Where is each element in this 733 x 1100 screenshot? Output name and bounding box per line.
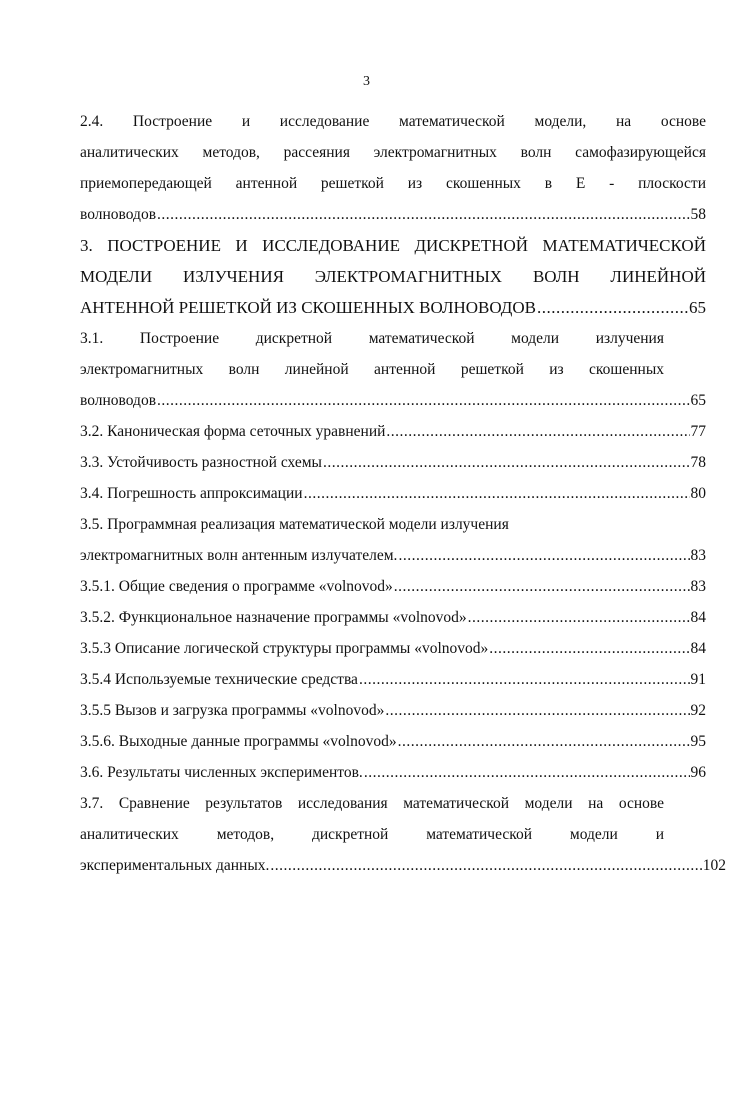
toc-line-last [80, 757, 706, 788]
toc-entry-text: 3.6. Результаты численных экспериментов. [80, 764, 363, 781]
toc-entry-3-3 [80, 447, 706, 478]
dot-leader [489, 633, 689, 664]
dot-leader [385, 695, 689, 726]
toc-line-last [80, 850, 726, 881]
dot-leader [323, 447, 690, 478]
toc-line-last [80, 385, 706, 416]
toc-line-last [80, 633, 706, 664]
toc-line-last [80, 416, 706, 447]
toc-line: аналитических методов, дискретной математической модели и [80, 826, 664, 843]
dot-leader [394, 571, 690, 602]
toc-entry-3-5-2 [80, 602, 706, 633]
dot-leader [386, 416, 689, 447]
toc-entry-text: экспериментальных данных. [80, 857, 270, 874]
toc-entry-text: АНТЕННОЙ РЕШЕТКОЙ ИЗ СКОШЕННЫХ ВОЛНОВОДОВ [80, 298, 537, 317]
toc-line: 3.7. Сравнение результатов исследования математической модели на основе [80, 795, 664, 812]
toc-page-number: 95 [690, 733, 706, 750]
toc-entry-3-5-4 [80, 664, 706, 695]
toc-page-number: 102 [702, 857, 726, 874]
toc-entry-text: 3.5.1. Общие сведения о программе «volnovod» [80, 578, 393, 595]
toc-entry-3-6 [80, 757, 706, 788]
toc-line: 2.4. Построение и исследование математической модели, на основе [80, 113, 706, 130]
toc-line-last [80, 292, 706, 323]
dot-leader [359, 664, 690, 695]
toc-line: 3.1. Построение дискретной математической модели излучения [80, 330, 664, 347]
toc-entry-text: 3.4. Погрешность аппроксимации [80, 485, 303, 502]
toc-entry-text: 3.5.4 Используемые технические средства [80, 671, 358, 688]
toc-page-number: 78 [690, 454, 706, 471]
toc-line: электромагнитных волн линейной антенной решеткой из скошенных [80, 361, 664, 378]
dot-leader [304, 478, 690, 509]
toc-page-number: 84 [690, 640, 706, 657]
toc-entry-text: 3.5.3 Описание логической структуры программы «volnovod» [80, 640, 489, 657]
toc-line-last [80, 695, 706, 726]
toc-page-number: 96 [690, 764, 706, 781]
dot-leader [157, 385, 689, 416]
toc-page-number: 58 [690, 206, 706, 223]
toc-line-last [80, 478, 706, 509]
dot-leader [398, 726, 690, 757]
toc-line-last [80, 540, 706, 571]
toc-page-number: 91 [690, 671, 706, 688]
dot-leader [270, 850, 701, 881]
toc-entry-text: волноводов [80, 206, 157, 223]
toc-entry-text: 3.5.6. Выходные данные программы «volnovod» [80, 733, 397, 750]
toc-entry-3-5-1 [80, 571, 706, 602]
toc-line: аналитических методов, рассеяния электромагнитных волн самофазирующейся [80, 144, 706, 161]
toc-entry-text: 3.5.2. Функциональное назначение программы «volnovod» [80, 609, 467, 626]
page-number: 3 [363, 74, 370, 89]
toc-entry-3-2 [80, 416, 706, 447]
toc-line: 3.5. Программная реализация математической модели излучения [80, 516, 509, 533]
dot-leader [468, 602, 690, 633]
toc-page-number: 80 [690, 485, 706, 502]
toc-entry-3-heading [80, 230, 706, 323]
toc-line-last [80, 602, 706, 633]
dot-leader [157, 199, 689, 230]
toc-page-number: 83 [690, 578, 706, 595]
toc-page-number: 84 [690, 609, 706, 626]
toc-entry-2-4 [80, 106, 706, 230]
toc-entry-3-5-5 [80, 695, 706, 726]
toc-line: МОДЕЛИ ИЗЛУЧЕНИЯ ЭЛЕКТРОМАГНИТНЫХ ВОЛН ЛИНЕЙНОЙ [80, 267, 706, 286]
toc-line: приемопередающей антенной решеткой из скошенных в Е - плоскости [80, 175, 706, 192]
toc-page-number: 65 [690, 392, 706, 409]
toc-page-number: 92 [690, 702, 706, 719]
dot-leader [537, 292, 688, 323]
dot-leader [398, 540, 689, 571]
toc-entry-text: 3.2. Каноническая форма сеточных уравнений [80, 423, 386, 440]
toc-page-number: 77 [690, 423, 706, 440]
toc-entry-3-7 [80, 788, 726, 881]
toc-line-last [80, 726, 706, 757]
toc-entry-text: 3.5.5 Вызов и загрузка программы «volnovod» [80, 702, 385, 719]
toc-entry-3-1 [80, 323, 706, 416]
dot-leader [364, 757, 690, 788]
toc-entry-text: волноводов [80, 392, 157, 409]
toc-entry-3-5-3 [80, 633, 706, 664]
toc-line-last [80, 447, 706, 478]
toc-entry-text: электромагнитных волн антенным излучателем. [80, 547, 398, 564]
toc-line-last [80, 571, 706, 602]
toc-line-last [80, 664, 706, 695]
toc-line: 3. ПОСТРОЕНИЕ И ИССЛЕДОВАНИЕ ДИСКРЕТНОЙ МАТЕМАТИЧЕСКОЙ [80, 236, 706, 255]
table-of-contents [80, 106, 726, 881]
toc-page-number: 83 [690, 547, 706, 564]
toc-entry-3-5 [80, 509, 706, 571]
toc-entry-text: 3.3. Устойчивость разностной схемы [80, 454, 322, 471]
toc-entry-3-5-6 [80, 726, 706, 757]
toc-line-last [80, 199, 706, 230]
toc-entry-3-4 [80, 478, 706, 509]
toc-page-number: 65 [689, 298, 706, 317]
